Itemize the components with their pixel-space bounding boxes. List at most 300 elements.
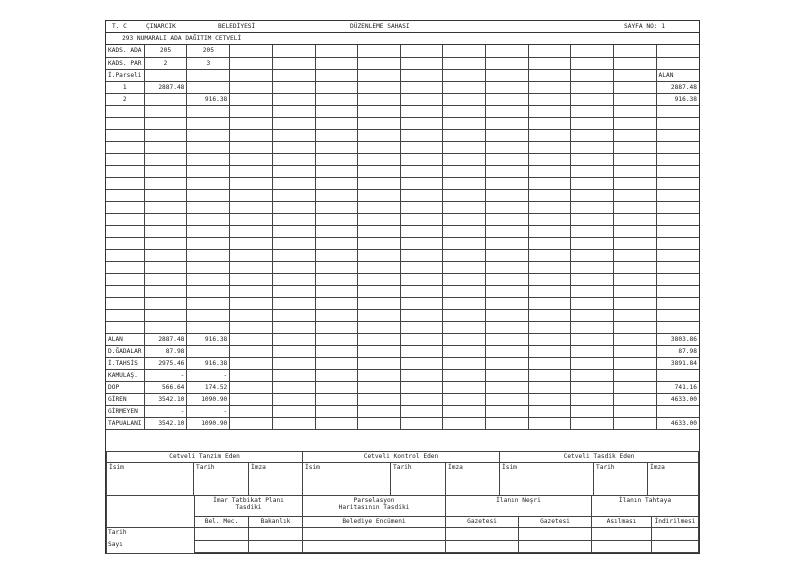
empty-cell [613,405,656,417]
empty-cell [230,405,273,417]
parcel-value-1 [144,93,187,105]
empty-cell [486,309,529,321]
empty-cell [400,285,443,297]
empty-cell [443,237,486,249]
empty-cell [315,273,358,285]
empty-cell [656,273,699,285]
empty-cell [272,93,315,105]
empty-cell [443,381,486,393]
empty-cell [187,297,230,309]
approval-footer [106,451,699,553]
empty-cell [400,273,443,285]
empty-cell [358,225,401,237]
footer-entry-cell [248,527,303,541]
kadastro-row [106,45,699,57]
parselasyon-line1: Parselasyon [353,497,395,504]
empty-cell [443,129,486,141]
empty-cell [656,225,699,237]
empty-cell [443,249,486,261]
summary-total: 741.16 [656,381,699,393]
empty-cell [571,417,614,429]
footer-entry-cell [445,527,519,541]
empty-cell [272,117,315,129]
summary-value-2: 916.38 [187,357,230,369]
empty-cell [358,309,401,321]
empty-cell [528,333,571,345]
parselasyon-header [302,495,446,517]
empty-cell [443,57,486,69]
empty-cell [358,249,401,261]
empty-cell [272,201,315,213]
empty-cell [443,357,486,369]
empty-cell [656,141,699,153]
empty-cell [443,345,486,357]
empty-cell [528,381,571,393]
value-col-2: 205 [187,45,230,57]
empty-cell [486,177,529,189]
blank-row [106,297,699,309]
empty-cell [230,153,273,165]
parcel-area: 916.38 [656,93,699,105]
empty-cell [230,81,273,93]
empty-cell [144,237,187,249]
empty-cell [443,105,486,117]
empty-cell [528,177,571,189]
empty-cell [144,309,187,321]
empty-cell [358,189,401,201]
summary-value-1: 2887.48 [144,333,187,345]
value-col-1: 205 [144,45,187,57]
empty-cell [400,237,443,249]
empty-cell [528,369,571,381]
empty-cell [656,249,699,261]
empty-cell [230,249,273,261]
ilan-nesri-header: İlanın Neşri [445,495,592,517]
empty-cell [106,273,144,285]
empty-cell [443,165,486,177]
empty-cell [443,261,486,273]
empty-cell [656,189,699,201]
empty-cell [443,321,486,333]
empty-cell [613,81,656,93]
empty-cell [272,357,315,369]
empty-cell [528,249,571,261]
empty-cell [358,393,401,405]
empty-cell [315,405,358,417]
empty-cell [400,297,443,309]
row-label: KADS. PAR [106,57,144,69]
summary-row [106,405,699,417]
empty-cell [571,117,614,129]
empty-cell [443,297,486,309]
blank-row [106,237,699,249]
empty-cell [571,129,614,141]
empty-cell [486,153,529,165]
empty-cell [106,285,144,297]
summary-total [656,369,699,381]
header-municipality: BELEDİYESİ [218,23,256,30]
empty-cell [571,153,614,165]
empty-cell [486,189,529,201]
empty-cell [486,69,529,81]
empty-cell [358,273,401,285]
empty-cell [613,357,656,369]
empty-cell [400,249,443,261]
empty-cell [656,285,699,297]
empty-cell [230,213,273,225]
empty-cell [106,261,144,273]
parcel-number: 1 [106,81,144,93]
distribution-table [106,45,699,430]
empty-cell [443,273,486,285]
empty-cell [400,153,443,165]
parcel-number: 2 [106,93,144,105]
empty-cell [443,393,486,405]
empty-cell [571,249,614,261]
header-page-label: SAYFA NO: 1 [624,23,665,30]
tasdik-isim-cell: İsim [499,462,594,496]
empty-cell [400,393,443,405]
empty-cell [144,129,187,141]
empty-cell [187,237,230,249]
empty-cell [358,129,401,141]
empty-cell [528,321,571,333]
empty-cell [528,165,571,177]
empty-cell [315,201,358,213]
empty-cell [443,81,486,93]
summary-value-1: 3542.10 [144,393,187,405]
blank-row [106,309,699,321]
empty-cell [106,117,144,129]
empty-cell [443,177,486,189]
empty-cell [315,105,358,117]
empty-cell [315,177,358,189]
empty-cell [144,261,187,273]
empty-cell [400,57,443,69]
empty-cell [315,117,358,129]
empty-cell [571,177,614,189]
blank-row [106,273,699,285]
empty-cell [443,417,486,429]
empty-cell [315,309,358,321]
summary-row [106,393,699,405]
empty-cell [571,189,614,201]
empty-cell [613,321,656,333]
empty-cell [571,141,614,153]
sheet-subtitle-bar [106,33,699,45]
ilan-tahtaya-header: İlanın Tahtaya [591,495,699,517]
empty-cell [400,213,443,225]
empty-cell [486,333,529,345]
empty-cell [272,213,315,225]
empty-cell [315,369,358,381]
empty-cell [358,321,401,333]
empty-cell [358,297,401,309]
empty-cell [272,189,315,201]
empty-cell [272,69,315,81]
distribution-sheet [105,20,700,554]
empty-cell [315,213,358,225]
empty-cell [613,249,656,261]
empty-cell [486,57,529,69]
empty-cell [400,189,443,201]
imar-plan-header [194,495,303,517]
empty-cell [656,201,699,213]
empty-cell [528,357,571,369]
empty-cell [528,45,571,57]
empty-cell [400,177,443,189]
empty-cell [443,405,486,417]
empty-cell [400,225,443,237]
empty-cell [443,117,486,129]
sheet-header [106,21,699,33]
summary-total [656,405,699,417]
footer-entry-cell [591,527,652,541]
empty-cell [613,117,656,129]
blank-row [106,129,699,141]
kontrol-isim-cell: İsim [302,462,391,496]
empty-cell [400,117,443,129]
empty-cell [144,285,187,297]
empty-cell [400,141,443,153]
footer-entry-cell [445,540,519,553]
empty-cell [315,237,358,249]
empty-cell [443,189,486,201]
footer-entry-cell [591,540,652,553]
empty-cell [272,405,315,417]
empty-cell [272,381,315,393]
summary-value-1: 3542.10 [144,417,187,429]
empty-cell [230,333,273,345]
footer-entry-cell [302,540,446,553]
empty-cell [358,141,401,153]
empty-cell [400,357,443,369]
empty-cell [528,81,571,93]
empty-cell [571,273,614,285]
empty-cell [272,105,315,117]
empty-cell [486,249,529,261]
empty-cell [528,117,571,129]
empty-cell [486,225,529,237]
empty-cell [230,45,273,57]
sheet-subtitle: 293 NUMARALI ADA DAĞITIM CETVELİ [122,35,242,42]
empty-cell [613,237,656,249]
empty-cell [443,285,486,297]
value-col-2: 3 [187,57,230,69]
empty-cell [187,225,230,237]
parcel-header-row [106,69,699,81]
empty-cell [106,105,144,117]
empty-cell [187,309,230,321]
gazetesi-header-1: Gazetesi [445,516,519,528]
empty-cell [230,237,273,249]
empty-cell [400,45,443,57]
empty-cell [144,153,187,165]
empty-cell [656,153,699,165]
empty-cell [272,309,315,321]
blank-row [106,165,699,177]
empty-cell [230,285,273,297]
empty-cell [315,357,358,369]
empty-cell [656,117,699,129]
empty-cell [613,105,656,117]
empty-cell [358,165,401,177]
empty-cell [613,201,656,213]
empty-cell [358,93,401,105]
empty-cell [613,225,656,237]
empty-cell [315,261,358,273]
empty-cell [613,153,656,165]
empty-cell [571,69,614,81]
empty-cell [230,393,273,405]
empty-cell [400,321,443,333]
empty-cell [571,381,614,393]
empty-cell [230,357,273,369]
empty-cell [443,369,486,381]
empty-cell [613,177,656,189]
empty-cell [571,369,614,381]
empty-cell [315,321,358,333]
empty-cell [443,225,486,237]
empty-cell [528,285,571,297]
empty-cell [358,237,401,249]
empty-cell [315,153,358,165]
empty-cell [486,405,529,417]
parselasyon-line2: Haritasının Tasdiki [338,504,410,511]
footer-entry-cell [518,527,592,541]
empty-cell [272,333,315,345]
empty-cell [358,201,401,213]
empty-cell [106,141,144,153]
area-header: ALAN [656,69,699,81]
parcel-value-2: 916.38 [187,93,230,105]
empty-cell [656,261,699,273]
empty-cell [106,177,144,189]
empty-cell [106,249,144,261]
empty-cell [144,213,187,225]
empty-cell [400,309,443,321]
summary-value-1: 87.98 [144,345,187,357]
empty-cell [571,333,614,345]
empty-cell [358,345,401,357]
empty-cell [187,261,230,273]
empty-cell [144,141,187,153]
empty-cell [272,225,315,237]
empty-cell [443,333,486,345]
empty-cell [187,129,230,141]
empty-cell [486,93,529,105]
tanzim-imza-cell: İmza [248,462,303,496]
empty-cell [486,381,529,393]
empty-cell [613,213,656,225]
empty-cell [400,345,443,357]
empty-cell [400,69,443,81]
empty-cell [144,297,187,309]
empty-cell [144,165,187,177]
empty-cell [656,177,699,189]
empty-cell [656,297,699,309]
empty-cell [230,261,273,273]
encumen-header: Belediye Encümeni [302,516,446,528]
empty-cell [144,225,187,237]
empty-cell [486,141,529,153]
empty-cell [106,225,144,237]
empty-cell [230,141,273,153]
empty-cell [315,189,358,201]
empty-cell [486,357,529,369]
summary-value-2: - [187,369,230,381]
summary-total: 4633.00 [656,417,699,429]
summary-value-1: - [144,369,187,381]
empty-cell [187,273,230,285]
sayi-row-label: Sayı [108,541,123,548]
imar-plan-line2: Tasdiki [235,504,262,511]
footer-entry-cell [302,527,446,541]
blank-row [106,153,699,165]
empty-cell [400,129,443,141]
empty-cell [272,177,315,189]
blank-row [106,177,699,189]
parcel-value-1: 2887.48 [144,81,187,93]
blank-row [106,105,699,117]
empty-cell [613,285,656,297]
empty-cell [528,69,571,81]
blank-row [106,225,699,237]
empty-cell [486,105,529,117]
empty-cell [528,393,571,405]
empty-cell [613,309,656,321]
empty-cell [486,117,529,129]
summary-value-1: 566.64 [144,381,187,393]
footer-entry-cell [194,527,249,541]
gazetesi-header-2: Gazetesi [518,516,592,528]
footer-entry-cell [518,540,592,553]
empty-cell [571,45,614,57]
empty-cell [571,297,614,309]
empty-cell [358,261,401,273]
empty-cell [358,81,401,93]
blank-row [106,117,699,129]
empty-cell [358,213,401,225]
summary-total: 3803.86 [656,333,699,345]
empty-cell [400,105,443,117]
footer-entry-cell [651,527,699,541]
empty-cell [272,369,315,381]
empty-cell [486,321,529,333]
empty-cell [230,369,273,381]
empty-cell [230,345,273,357]
summary-row [106,417,699,429]
empty-cell [571,321,614,333]
empty-cell [443,69,486,81]
empty-cell [528,417,571,429]
empty-cell [571,225,614,237]
indirilmesi-header: İndirilmesi [651,516,699,528]
empty-cell [528,129,571,141]
empty-cell [613,165,656,177]
empty-cell [272,297,315,309]
empty-cell [187,153,230,165]
empty-cell [400,369,443,381]
empty-cell [400,165,443,177]
empty-cell [230,225,273,237]
blank-row [106,189,699,201]
empty-cell [571,213,614,225]
summary-label: ALAN [106,333,144,345]
empty-cell [144,117,187,129]
summary-label: GİREN [106,393,144,405]
empty-cell [106,201,144,213]
